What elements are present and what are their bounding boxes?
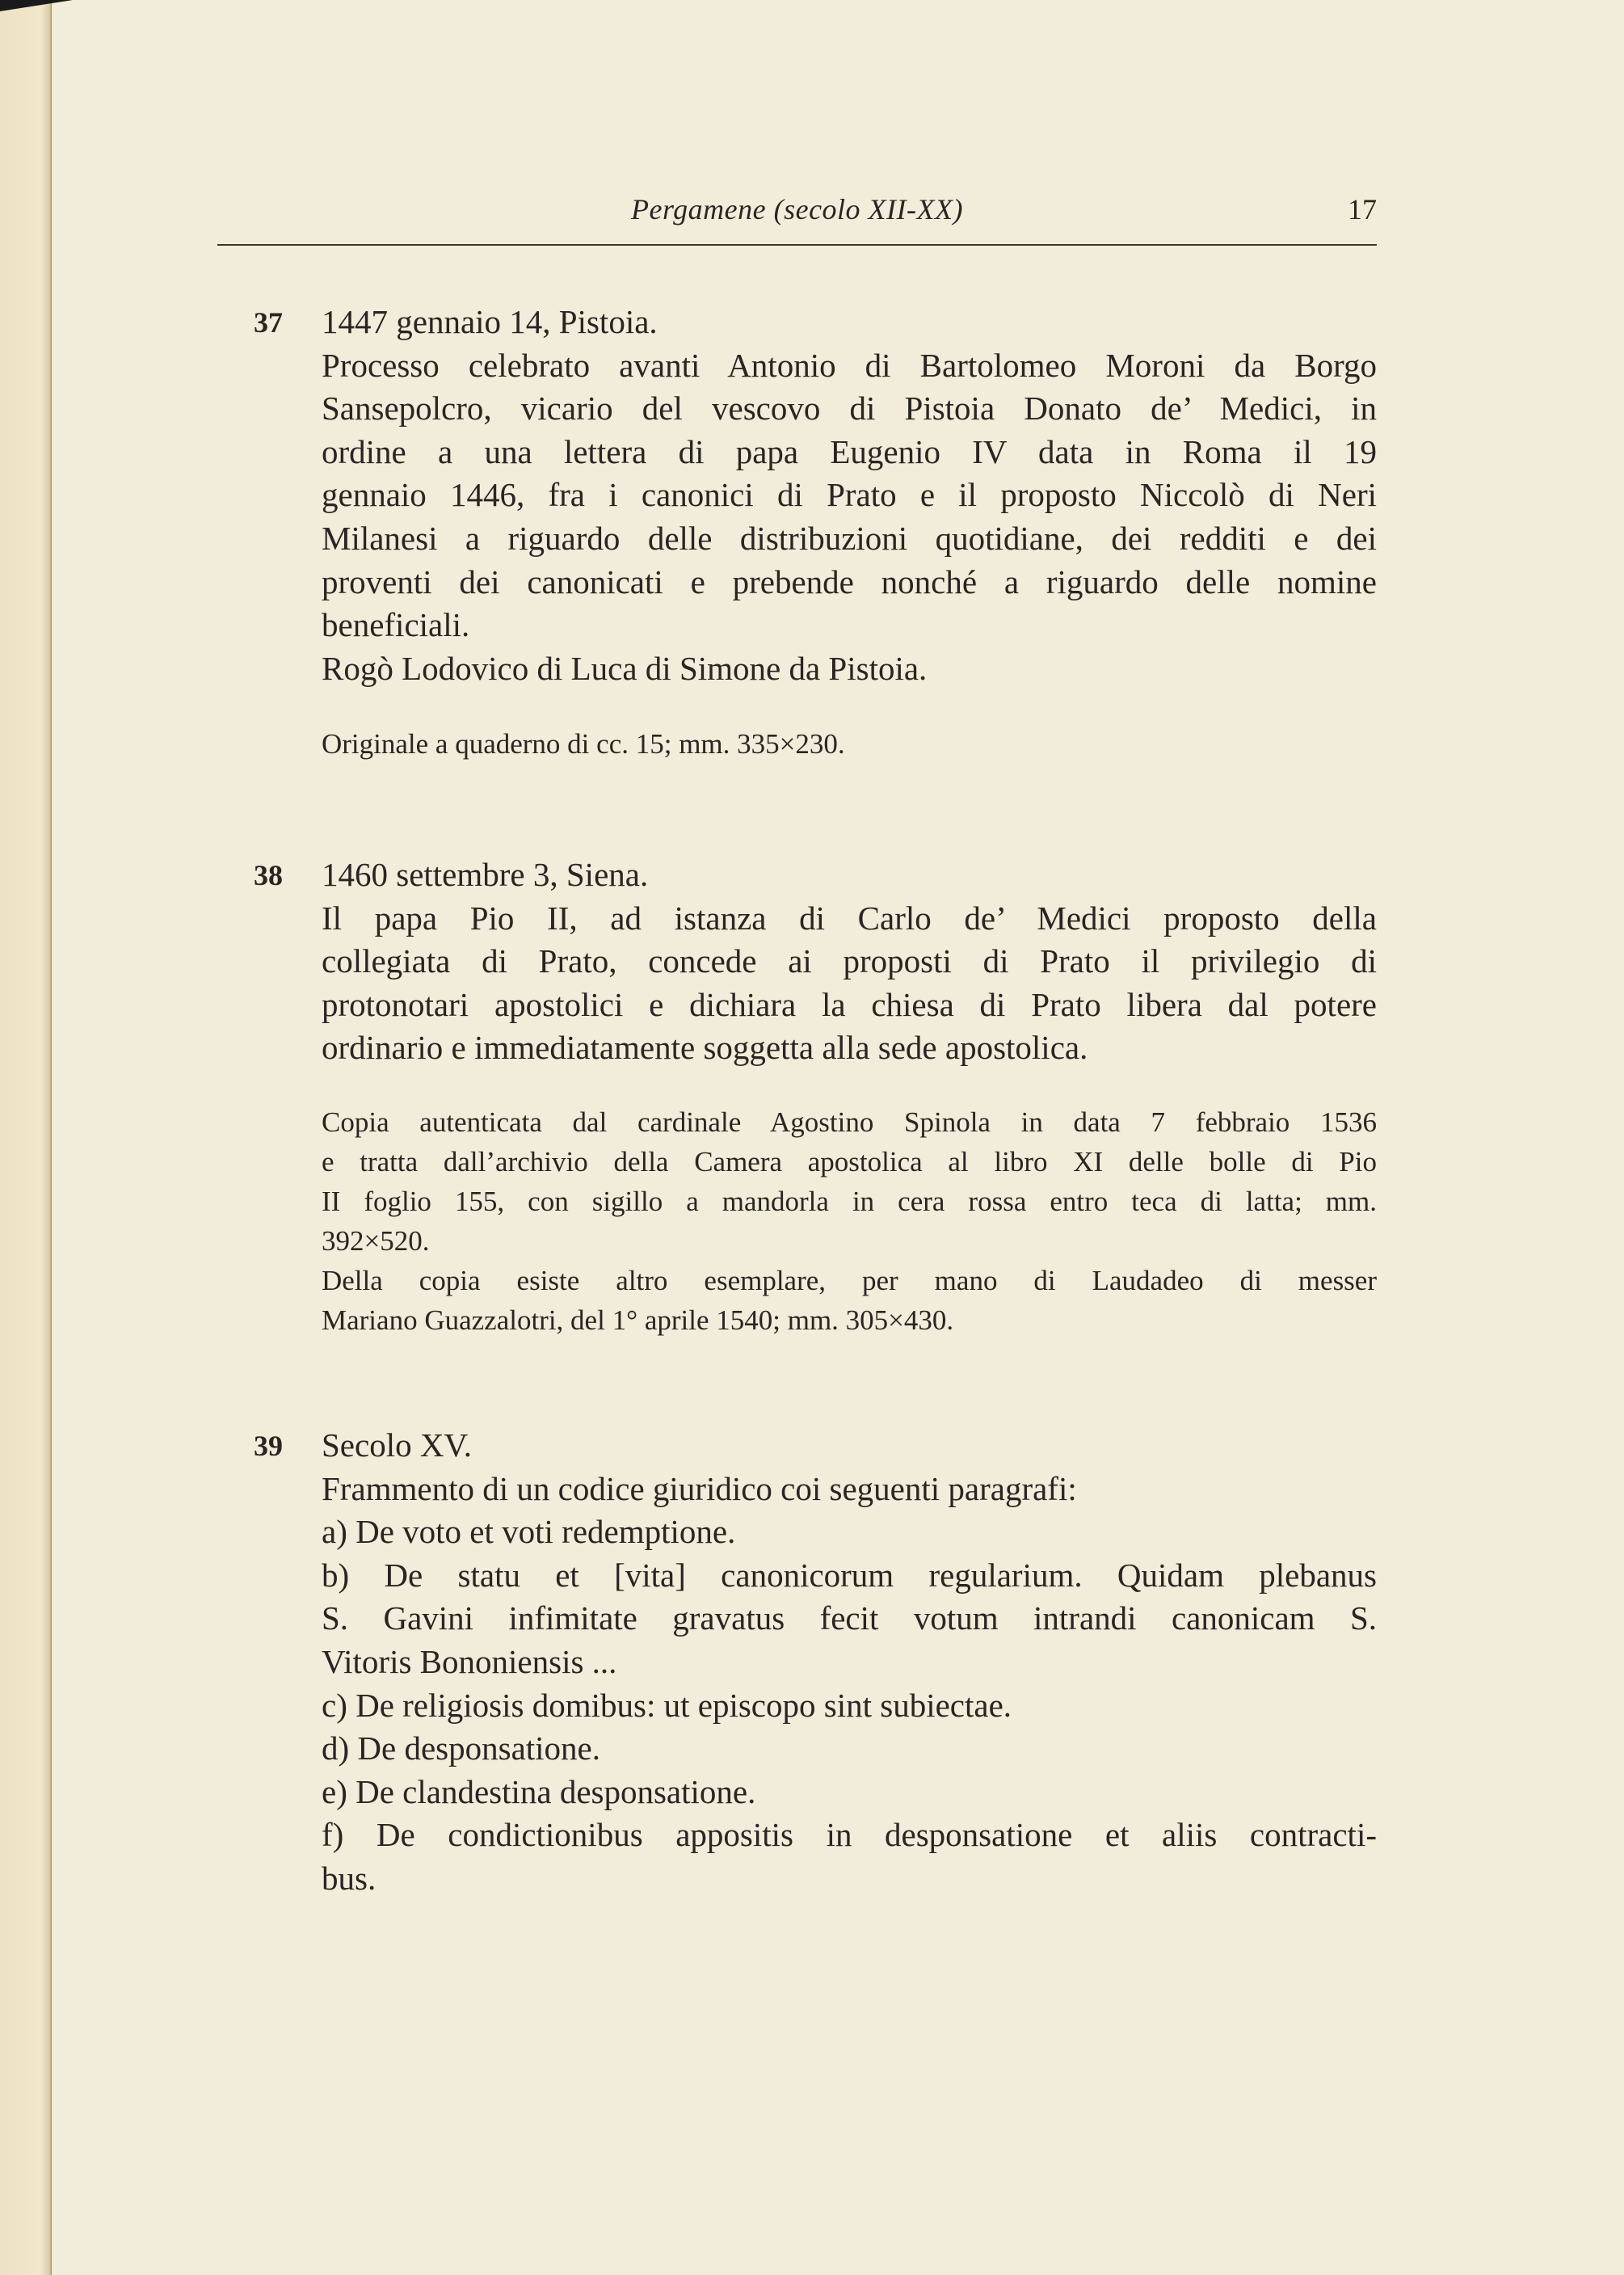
entry-heading: 1447 gennaio 14, Pistoia. [322, 303, 658, 340]
body-line: Sansepolcro, vicario del vescovo di Pistoia Donato de’ Medici, in [322, 390, 1377, 428]
note-line: Originale a quaderno di cc. 15; mm. 335×230. [322, 728, 845, 760]
body-line: protonotari apostolici e dichiara la chiesa di Prato libera dal potere [322, 985, 1377, 1023]
facing-page-edge [0, 0, 52, 2275]
body-line: Il papa Pio II, ad istanza di Carlo de’ Medici proposto della [322, 899, 1377, 937]
body-line: proventi dei canonicati e prebende nonché a riguardo delle nomine [322, 562, 1377, 600]
body-line: S. Gavini infimitate gravatus fecit votum intrandi canonicam S. [322, 1599, 1377, 1637]
entry-number: 39 [254, 1430, 283, 1462]
body-line: Milanesi a riguardo delle distribuzioni quotidiane, dei redditi e dei [322, 519, 1377, 557]
body-line: ordinario e immediatamente soggetta alla sede apostolica. [322, 1029, 1088, 1067]
note-line: Copia autenticata dal cardinale Agostino Spinola in data 7 febbraio 1536 [322, 1106, 1377, 1138]
list-item-a: a) De voto et voti redemptione. [322, 1513, 736, 1551]
page-number: 17 [1348, 193, 1377, 225]
list-item-e: e) De clandestina desponsatione. [322, 1772, 756, 1810]
body-line: Processo celebrato avanti Antonio di Bartolomeo Moroni da Borgo [322, 346, 1377, 384]
body-line: gennaio 1446, fra i canonici di Prato e il proposto Niccolò di Neri [322, 476, 1377, 514]
entry-number: 38 [254, 859, 283, 891]
note-line: Della copia esiste altro esemplare, per mano di Laudadeo di messer [322, 1264, 1377, 1296]
header-rule [217, 244, 1377, 246]
list-item-d: d) De desponsatione. [322, 1729, 600, 1767]
body-line: Rogò Lodovico di Luca di Simone da Pistoia. [322, 649, 928, 687]
body-line: Vitoris Bononiensis ... [322, 1642, 617, 1680]
entry-note [322, 1102, 1377, 1340]
entry-body [322, 853, 1377, 1340]
entry-body [322, 301, 1377, 764]
entry-heading: Secolo XV. [322, 1426, 473, 1464]
entry-note [322, 724, 1377, 764]
body-line: beneficiali. [322, 606, 470, 644]
running-header [217, 192, 1377, 238]
list-item-f: f) De condictionibus appositis in desponsatione et aliis contracti- [322, 1816, 1377, 1854]
list-item-c: c) De religiosis domibus: ut episcopo sint subiectae. [322, 1686, 1012, 1724]
body-line: collegiata di Prato, concede ai proposti di Prato il privilegio di [322, 942, 1377, 980]
body-line: bus. [322, 1859, 377, 1897]
note-line: e tratta dall’archivio della Camera apostolica al libro XI delle bolle di Pio [322, 1145, 1377, 1178]
running-title: Pergamene (secolo XII-XX) [631, 193, 963, 225]
note-line: 392×520. [322, 1224, 430, 1257]
list-item-b: b) De statu et [vita] canonicorum regularium. Quidam plebanus [322, 1556, 1377, 1594]
body-line: Frammento di un codice giuridico coi seguenti paragrafi: [322, 1469, 1077, 1507]
scan-corner-shadow [0, 0, 73, 11]
entry-body [322, 1424, 1377, 1901]
note-line: Mariano Guazzalotri, del 1° aprile 1540; mm. 305×430. [322, 1304, 954, 1336]
body-line: ordine a una lettera di papa Eugenio IV data in Roma il 19 [322, 432, 1377, 470]
entry-number: 37 [254, 306, 283, 339]
entry-heading: 1460 settembre 3, Siena. [322, 856, 649, 893]
note-line: II foglio 155, con sigillo a mandorla in cera rossa entro teca di latta; mm. [322, 1185, 1377, 1217]
